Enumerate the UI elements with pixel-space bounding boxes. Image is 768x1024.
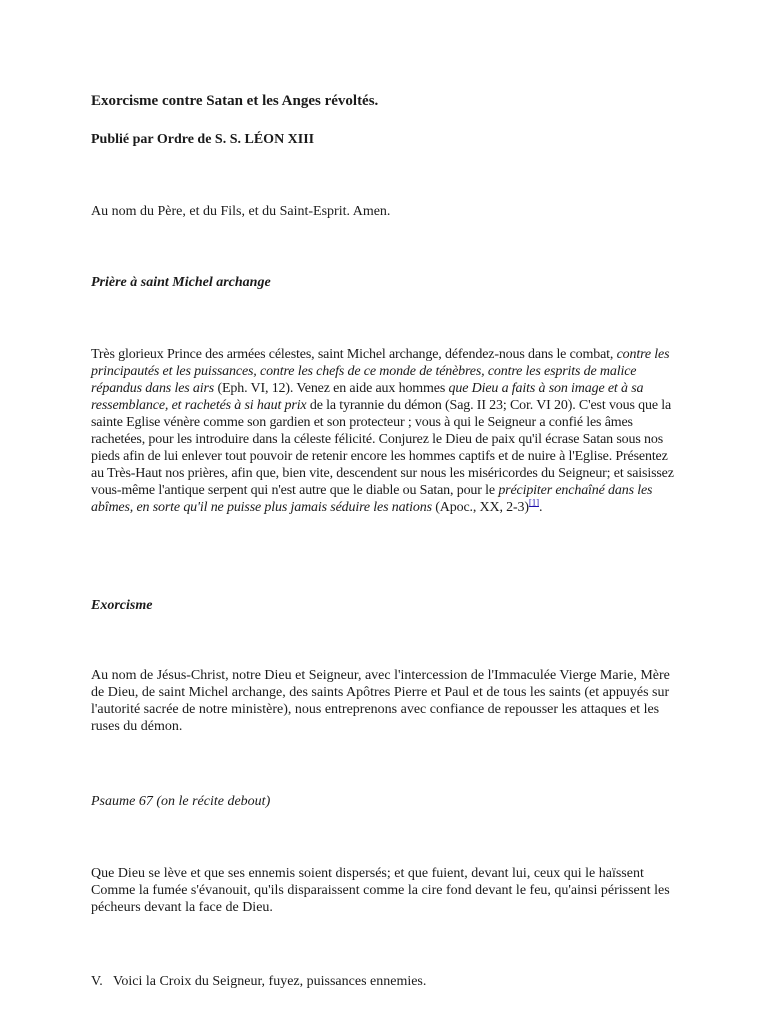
prayer-text-5: . <box>538 500 543 515</box>
prayer-italic-2: que Dieu a faits à son image et à sa ressemblance, et rachetés à si haut prix <box>91 381 644 413</box>
exorcism-heading: Exorcisme <box>91 598 153 613</box>
versicle-text: V. Voici la Croix du Seigneur, fuyez, puissances ennemies. <box>91 974 427 989</box>
prayer-heading: Prière à saint Michel archange <box>91 275 271 290</box>
prayer-text-4: (Apoc., XX, 2-3) <box>431 500 529 515</box>
prayer-text-2: (Eph. VI, 12). Venez en aide aux hommes <box>214 381 449 396</box>
document-title: Exorcisme contre Satan et les Anges révoltés. <box>91 93 379 109</box>
invocation-text: Au nom du Père, et du Fils, et du Saint-Esprit. Amen. <box>91 204 391 219</box>
footnote-link[interactable]: [1] <box>528 497 539 508</box>
document-subtitle: Publié par Ordre de S. S. LÉON XIII <box>91 132 315 147</box>
prayer-italic-3: précipiter enchaîné dans les abîmes, en sorte qu'il ne puisse plus jamais séduire les nations <box>91 483 653 515</box>
prayer-text-1: Très glorieux Prince des armées célestes, saint Michel archange, défendez-nous dans le combat, <box>91 347 617 362</box>
prayer-text-3: de la tyrannie du démon (Sag. II 23; Cor. VI 20). C'est vous que la sainte Eglise vénère comme son gardien et son protecteur ; vous à qui le Seigneur a confié les âmes rachetées, pour les introduire dans la céleste félicité. Conjurez le Dieu de paix qu'il écrase Satan sous nos pieds afin de lui enlever tout pouvoir de retenir encore les hommes captifs et de nuire à l'Eglise. Présentez au Très-Haut nos prières, afin que, bien vite, descendent sur nous les miséricordes du Seigneur; et saisissez vous-même l'antique serpent qui n'est autre que le diable ou Satan, pour le <box>91 398 674 498</box>
psalm-paragraph: Que Dieu se lève et que ses ennemis soient dispersés; et que fuient, devant lui, ceux qui le haïssent Comme la fumée s'évanouit, qu'ils disparaissent comme la cire fond devant le feu, qu'ainsi périssent les pécheurs devant la face de Dieu. <box>91 866 670 915</box>
prayer-italic-1: contre les principautés et les puissances, contre les chefs de ce monde de ténèbres, contre les esprits de malice répandus dans les airs <box>91 347 670 396</box>
prayer-paragraph <box>91 346 677 516</box>
psalm-heading: Psaume 67 (on le récite debout) <box>91 794 271 809</box>
exorcism-paragraph: Au nom de Jésus-Christ, notre Dieu et Seigneur, avec l'intercession de l'Immaculée Vierge Marie, Mère de Dieu, de saint Michel archange, des saints Apôtres Pierre et Paul et de tous les saints (et appuyés sur l'autorité sacrée de notre ministère), nous entreprenons avec confiance de repousser les attaques et les ruses du démon. <box>91 668 670 734</box>
